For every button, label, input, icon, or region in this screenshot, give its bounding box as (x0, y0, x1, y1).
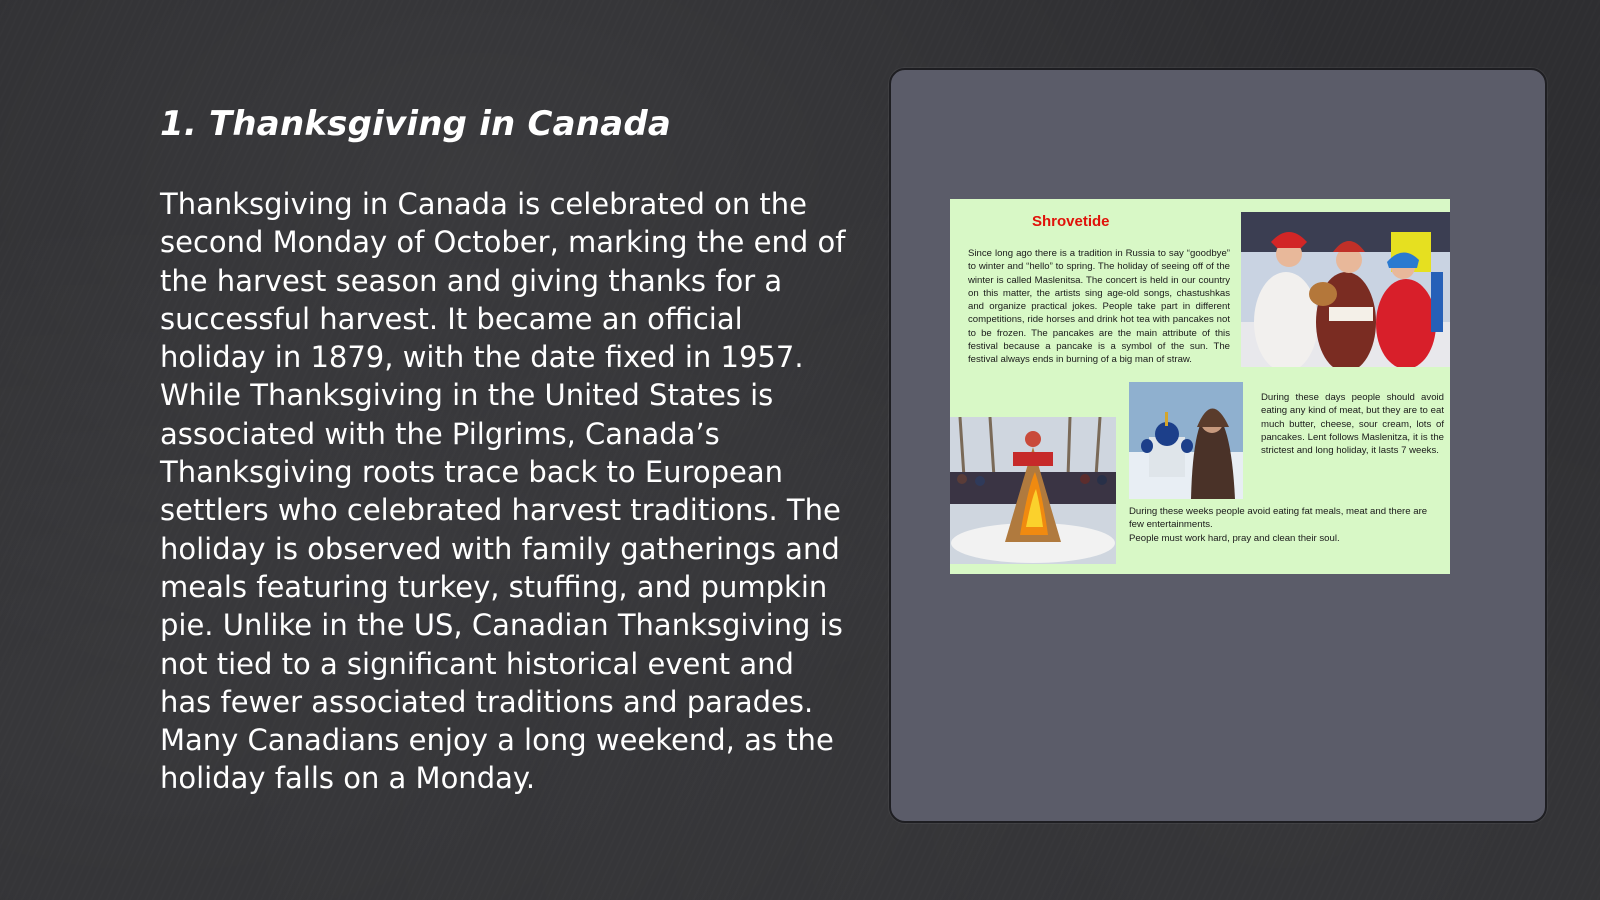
burning-straw-man-photo (950, 417, 1116, 564)
shrovetide-title: Shrovetide (1032, 213, 1110, 230)
shrovetide-main-text: Since long ago there is a tradition in Russia to say “goodbye” to winter and “hello” to spring. The holiday of seeing off of the winter is called Maslenitsa. The concert is held in our country on this matter, the artists sing age-old songs, chastushkas and organize practical jokes. People take part in different competitions, ride horses and drink hot tea with pancakes not to be frozen. The pancakes are the main attribute of this festival because a pancake is a symbol of the sun. The festival always ends in burning of a big man of straw. (968, 248, 1230, 366)
shrovetide-bottom-line-2: People must work hard, pray and clean their soul. (1129, 532, 1340, 544)
slide-title: 1. Thanksgiving in Canada (160, 104, 672, 144)
shrovetide-bottom-text (1129, 505, 1444, 545)
slide-body-text: Thanksgiving in Canada is celebrated on the second Monday of October, marking the end of the harvest season and giving thanks for a successful harvest. It became an official holiday in 1879, with the date fixed in 1957. While Thanksgiving in the United States is associated with the Pilgrims, Canada’s Thanksgiving roots trace back to European settlers who celebrated harvest traditions. The holiday is observed with family gatherings and meals featuring turkey, stuffing, and pumpkin pie. Unlike in the US, Canadian Thanksgiving is not tied to a significant historical event and has fewer associated traditions and parades. Many Canadians enjoy a long weekend, as the holiday falls on a Monday. (160, 187, 846, 796)
shrovetide-bottom-line-1: During these weeks people avoid eating fat meals, meat and there are few entertainments. (1129, 506, 1428, 531)
maslenitsa-costumes-photo (1241, 212, 1450, 367)
shrovetide-right-text: During these days people should avoid eating any kind of meat, but they are to eat much butter, cheese, sour cream, lots of pancakes. Lent follows Maslenitza, it is the strictest and long holiday, it lasts 7 weeks. (1261, 392, 1444, 457)
shrovetide-image (950, 199, 1450, 574)
church-winter-photo (1129, 382, 1243, 499)
